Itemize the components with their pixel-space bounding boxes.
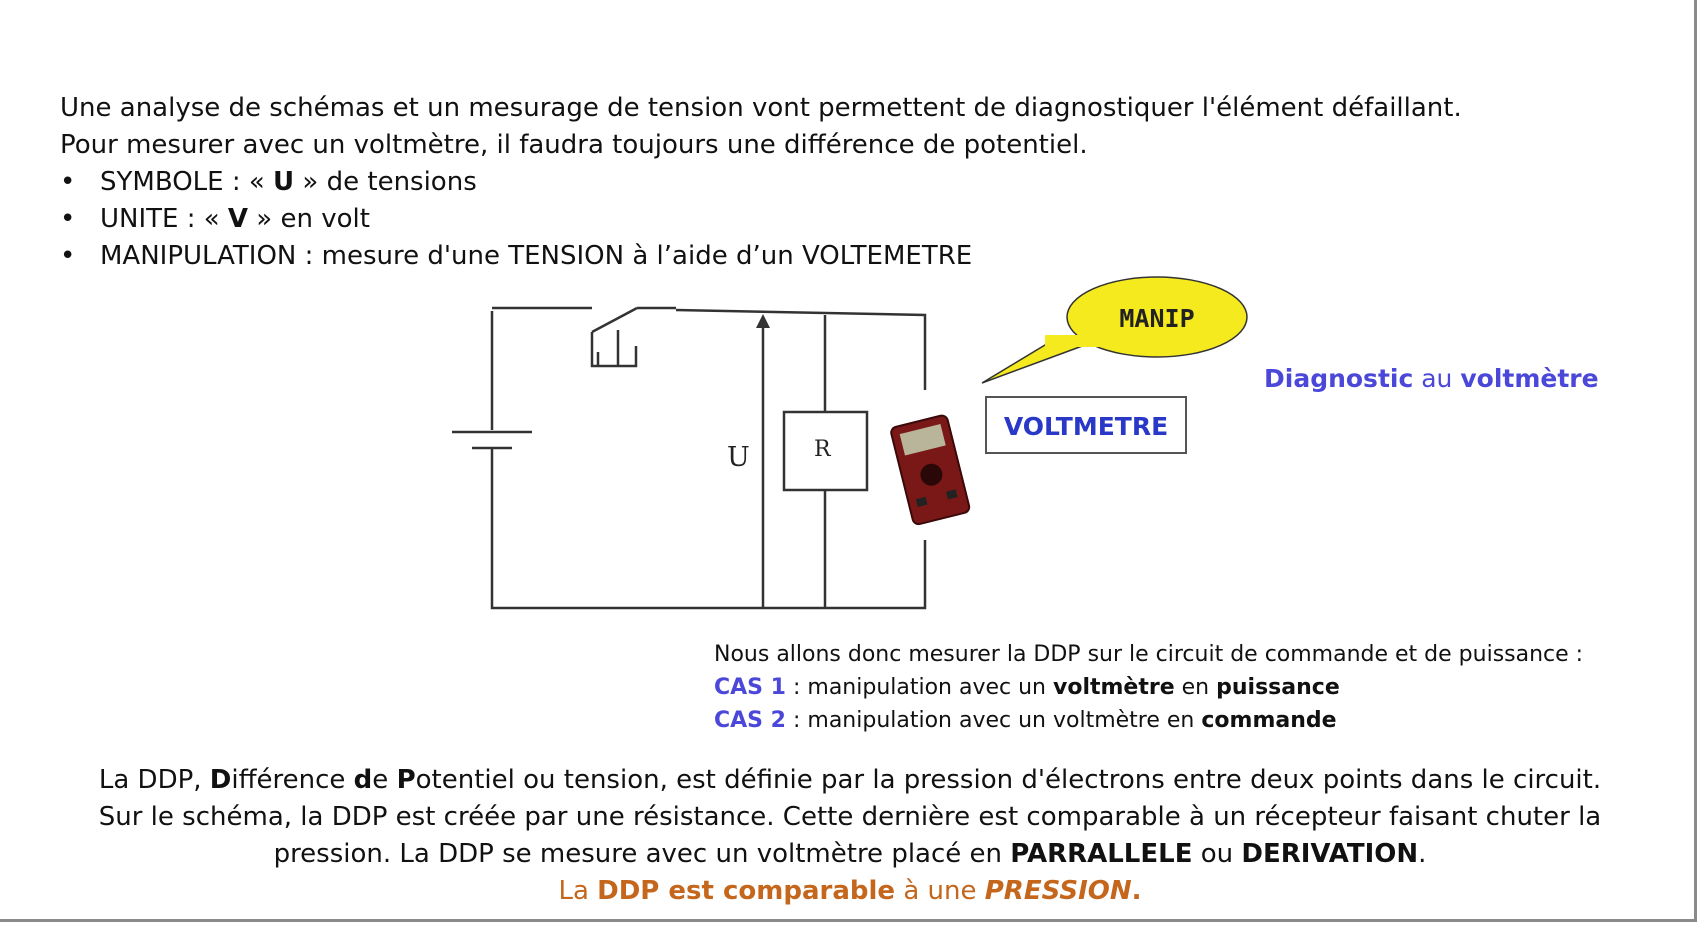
bullet-manipulation: • MANIPULATION : mesure d'une TENSION à l’aide d’un VOLTEMETRE xyxy=(60,238,1462,275)
cases-intro: Nous allons donc mesurer la DDP sur le circuit de commande et de puissance : xyxy=(714,642,1584,667)
diagnostic-caption: Diagnostic au voltmètre xyxy=(1264,364,1599,393)
u-label: U xyxy=(727,442,750,473)
voltmeter-device xyxy=(890,414,970,525)
bullet-list xyxy=(60,164,1462,275)
switch-blade xyxy=(592,308,637,332)
top-wire-right xyxy=(676,310,925,390)
cas1-line: CAS 1 : manipulation avec un voltmètre en puissance xyxy=(714,675,1340,700)
cas2-line: CAS 2 : manipulation avec un voltmètre en commande xyxy=(714,708,1337,733)
voltmetre-label: VOLTMETRE xyxy=(1003,412,1169,441)
ddp-explanation xyxy=(40,762,1660,910)
bottom-line-2: Sur le schéma, la DDP est créée par une résistance. Cette dernière est comparable à un récepteur faisant chuter la xyxy=(98,802,1602,832)
u-arrow-head xyxy=(756,314,770,328)
bottom-line-3: pression. La DDP se mesure avec un voltmètre placé en PARRALLELE ou DERIVATION. xyxy=(273,839,1427,869)
bottom-line-1: La DDP, Différence de Potentiel ou tension, est définie par la pression d'électrons entre deux points dans le circuit. xyxy=(98,765,1602,795)
bubble-tail xyxy=(982,345,1085,383)
intro-line-1: Une analyse de schémas et un mesurage de tension vont permettent de diagnostiquer l'élément défaillant. xyxy=(60,93,1462,123)
r-label: R xyxy=(814,437,831,462)
cases-block xyxy=(714,638,1583,737)
bullet-unite: • UNITE : « V » en volt xyxy=(60,201,1462,238)
intro-text xyxy=(60,90,1462,275)
bullet-symbole: • SYMBOLE : « U » de tensions xyxy=(60,164,1462,201)
bottom-line-4: La DDP est comparable à une PRESSION. xyxy=(558,876,1142,906)
manip-speech-bubble xyxy=(975,275,1255,395)
intro-line-2: Pour mesurer avec un voltmètre, il faudra toujours une différence de potentiel. xyxy=(60,130,1088,160)
bubble-label: MANIP xyxy=(1119,304,1195,333)
